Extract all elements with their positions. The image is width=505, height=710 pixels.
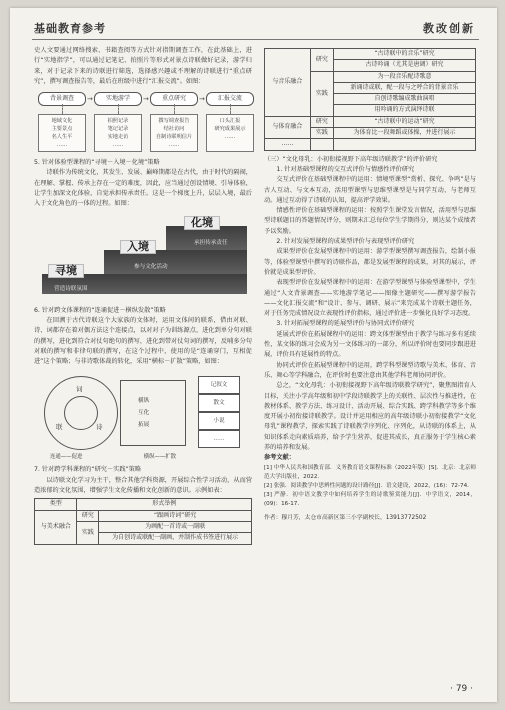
genre-box: 记叙文 (198, 376, 240, 394)
figure-staircase (34, 214, 252, 300)
journal-title: 基础教育参考 (34, 22, 106, 35)
section-heading: 5. 针对体验型课程的“寻境－入境－化境”策略 (34, 159, 160, 167)
table-cell: “古诗联中的运动”研究 (334, 116, 476, 127)
table-cell: …… (265, 139, 311, 150)
table-row (35, 510, 252, 521)
step-label: 化境 (184, 216, 220, 230)
step-label: 入境 (120, 240, 156, 254)
table-cell: 与音乐融合 (265, 49, 311, 117)
table-cell: “跟画诗词”研究 (99, 510, 252, 521)
step-note: 参与文化活动 (134, 263, 168, 270)
flow-stage: 实地游学 (94, 92, 142, 106)
journal-page (10, 8, 497, 702)
table-row (265, 139, 476, 150)
flow-note: 撰写调查报告 结社访问 自制诗联明信片 …… (150, 114, 198, 152)
paragraph: 表现型评价在发展型课程中的运用：在游学型课型与体验型课型中，学生通过“人文背景调查——实地游学笔记——图像主题研究——撰写游学报告——文化汇报交流”和“设计、参与、调研、展示”来完成某个诗联主题任务，对于任务完成情况设立表现性评价指标，通过评价进一步强化良好学习态度。 (264, 279, 476, 318)
step-note: 营造诗联氛围 (54, 285, 88, 292)
flow-stage: 背景调查 (38, 92, 86, 106)
left-column (34, 46, 252, 549)
genre-label: 联 (56, 423, 63, 432)
center-label: 拓展 (138, 422, 150, 429)
section-heading: （三）“文化母乳：小初衔接视野下高年级诗联教学”的评价研究 (264, 155, 438, 163)
table-header: 类型 (35, 499, 77, 510)
step-label: 寻境 (48, 264, 84, 278)
genre-box: 散文 (198, 394, 240, 412)
center-label: 横纵 (138, 398, 150, 405)
table-cell: 研究 (310, 49, 333, 72)
paragraph: 以诗联文化学习为主干，整合其他学科资源，开展综合性学习活动，从而营造浓郁的文化氛围，增强学生文化传播和文化创新的意识。示例如表： (34, 476, 252, 495)
paragraph: 总之，“文化母乳：小初衔接视野下高年级诗联教学研究”，聚焦图指育人目标，关注小学高年级和初中学段诗联教学上的关联性、层次性与推进性，在教材体系、教学方法、练习设计、活动开展、综合实践、跨学科教学等多个维度开展小初衔接诗联教学。设计并运用相应的高年级诗联小初衔接教学“文化母乳”课程教学，探索实践了诗联教学序列化、序列化，从诗联的体系上，从知识体系走向素质培养，给予学生营养，促进其成长，真正服务于学生核心素养的培养和发展。 (264, 382, 476, 451)
table-cell: 新诵诗或联，配一段与之呼合的背景音乐 (334, 82, 476, 93)
header-rule (32, 39, 479, 40)
reference-item: [2] 张强．阅读教学中思辨性问题的设计路径[J]．语文建设，2022，(16)：72-74． (264, 482, 473, 489)
table-cell: 自创诗歌编成歌曲演唱 (334, 94, 476, 105)
flow-note: 拍照记录 笔记记录 实地走访 …… (94, 114, 142, 152)
step-note: 承担传承责任 (194, 239, 228, 246)
table-cell: 与体育融合 (265, 116, 311, 139)
reference-item: [1] 中华人民共和国教育部．义务教育语文课程标准（2022年版）[S]．北京：北京师范大学出版社，2022． (264, 464, 476, 480)
paragraph: 史人文要通过网络搜索、书籍查阅等方式针对指期调查工作，在此基础上，进行“实地指学”，可以通过记笔记、拍照片等形式对景点诗联做好记录，游学归来，对于记录下来的诗联进行筛选，选择感兴趣或不理解的诗联进行“重点研究”，撰写调查报告等，最后在班级中进行“汇报交流”。如图： (34, 47, 252, 85)
integration-table (34, 498, 252, 544)
table-cell: 与美术融合 (35, 510, 77, 544)
flow-note: 地域文化 主要景点 名人生平 …… (38, 114, 86, 152)
table-row (265, 49, 476, 60)
genre-label: 词 (76, 385, 83, 394)
table-header: 形式举例 (77, 499, 252, 510)
page-number: · 79 · (450, 684, 473, 694)
table-cell: “古诗联中的音乐”研究 (334, 49, 476, 60)
table-cell: 研究 (310, 116, 333, 127)
figure-study-flow (34, 90, 252, 154)
references-title: 参考文献： (264, 454, 295, 462)
table-row (265, 116, 476, 127)
genre-box: …… (198, 430, 240, 448)
paragraph: 协同式评价在拓展型课程中的运用，跨学科型课型诗歌与美术、体育、音乐、舞心等学科融合，在评价时也要注意由其他学科老师协同评价。 (264, 361, 476, 379)
reference-item: [3] 严静．初中语文教学中如何培养学生的诗歌鉴赏能力[J]．中学语文，2014，(09)：16-17． (264, 491, 476, 507)
paragraph: 成果型评价在发展型课程中的运用：游学型课型撰写调查报告，绘制小报等，体验型课型中撰写的诗联作品，都是发展型课程的成果，对其的展示，评价就是成果型评价。 (264, 248, 476, 276)
subheading: 3. 针对拓展型课程的延展型评价与协同式评价研究 (276, 320, 415, 328)
table-cell: 古诗吟诵（尤其是唐调）研究 (334, 60, 476, 71)
paragraph: 延展式评价在拓展课程中的运用：跨文体型课型由于教学与练习多有延续性，某文体的练习会成为另一文体练习的一部分，所以评价时也要同步跟进进展，评价具有延展性的特点。 (264, 330, 476, 359)
table-cell: 为画配一首诗或一副联 (99, 521, 252, 532)
table-cell: 为体育比一段舞蹈或体操，并进行展示 (334, 128, 476, 139)
table-cell: 用吟诵的方式演绎诗联 (334, 105, 476, 116)
column-title: 教改创新 (423, 22, 475, 35)
arrow-icon: → (87, 95, 93, 104)
paragraph: 诗联作为传统文化，其发生、发展、巅峰期都是在古代，由于时代的隔阂，在理解、掌握、传承上存在一定的难度，因此，应当通过创设情境、引导体验，让学生加深文化体验，自觉承担传承责任。这是一个梯度上升，层层入境，最后入于文化角色的一体的过程。如图： (34, 169, 252, 208)
section-heading: 7. 针对跨学科课程的“研究－实践”策略 (34, 466, 142, 474)
table-cell: 实践 (310, 71, 333, 116)
subheading: 2. 针对发展型课程的成果型评价与表现型评价研究 (276, 238, 415, 246)
table-cell: 为自创诗或联配一副画，并制作成书签进行展示 (99, 533, 252, 544)
center-label: 互化 (138, 410, 150, 417)
section-heading: 6. 针对跨文体课程的“连诵促进－横纵发散”策略 (34, 306, 166, 314)
integration-table-continued (264, 48, 476, 151)
genre-label: 诗 (96, 423, 103, 432)
table-cell: 为一段音乐配诗歌意 (334, 71, 476, 82)
flow-stage: 重点研究 (150, 92, 198, 106)
genre-box: 小说 (198, 412, 240, 430)
right-column (264, 46, 476, 523)
figure-caption: 连通——促进 横纵——扩散 (50, 454, 177, 461)
paragraph: 交互式评价在基础型课程中的运用：情境型课型“赏析、探究、争鸣”是与古人互动、与文本互动，活用型课型与思维型课型是与同学互动，与老师互动。通过互动得了诗联的认知，提高评学效果。 (264, 176, 476, 204)
subheading: 1. 针对基础型课程的交互式评价与情感性评价研究 (276, 165, 415, 173)
figure-cross-genre (34, 370, 252, 462)
author-line: 作者：穆月芳，太仓市高新区第三小学副校长，13913772502 (264, 514, 427, 521)
arrow-icon: → (143, 95, 149, 104)
table-cell: 实践 (310, 128, 333, 139)
flow-note: 口头汇报 研究成果展示 …… (206, 114, 254, 152)
table-cell: 实践 (77, 521, 99, 544)
arrow-icon: → (199, 95, 205, 104)
flow-stage: 汇报交流 (206, 92, 254, 106)
paragraph: 情感性评价在基础型课程的运用：按照学生课堂发言情况，活用型与思维型诗联题目的答题情况评分，则期末汇总每位学生学期得分，则达某个成绩者予以奖励。 (264, 207, 476, 235)
paragraph: 在回溯于古代诗联这个大家族的文体时，运用文体间的联系，借由对联、诗、词都存在着对偶方法这个连接点，以对对子为训练源点，进化到单分句对联的撰写，进化到符合对仗句绝句的撰写，进化到带对仗句词的撰写，反哺多分句对联的撰写和非律句联的撰写，在这个过程中，使用的是“连诵穿门，互相促进”这个策略；与非诗歌体裁的转化，采用“横标－扩散”策略，如图： (34, 316, 252, 366)
table-cell: 研究 (77, 510, 99, 521)
